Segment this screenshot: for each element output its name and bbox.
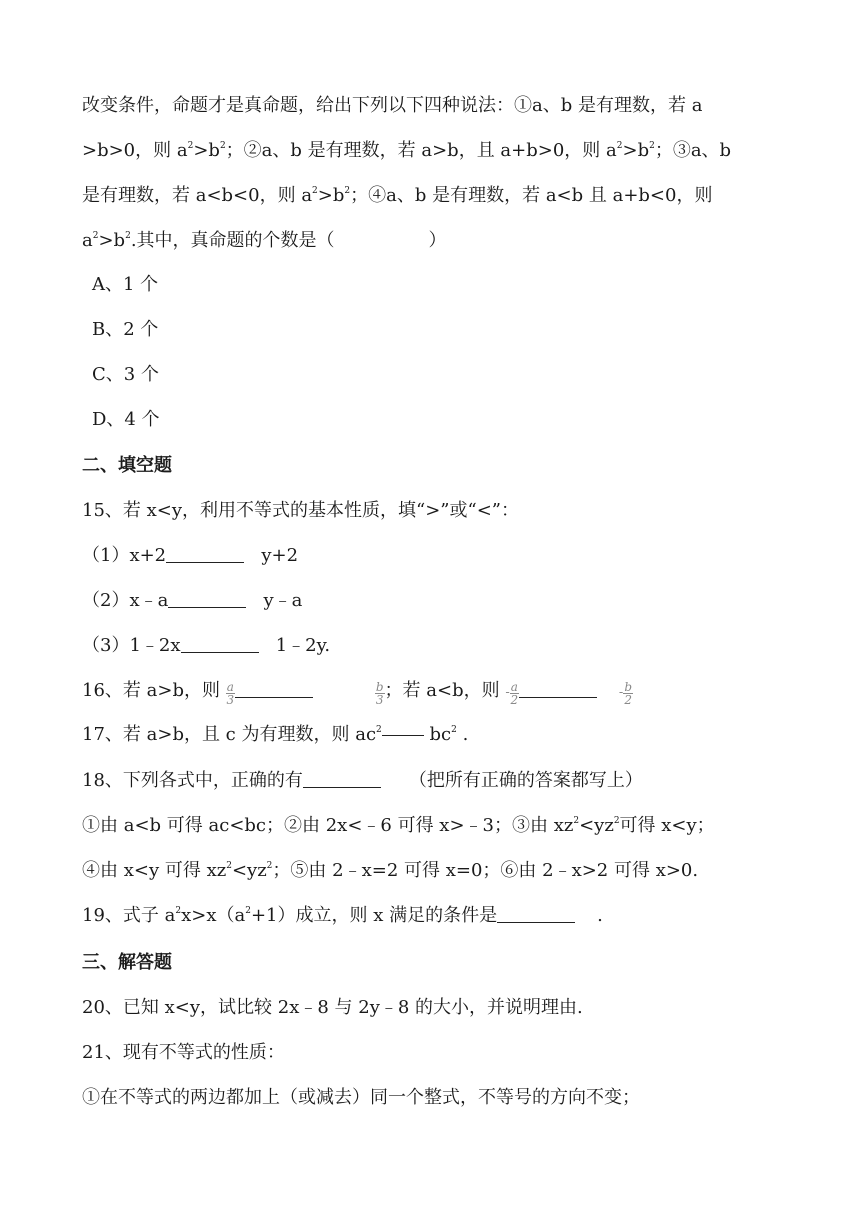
fraction-b-over-2: $\frac{b}{2}$: [624, 680, 632, 707]
question-21-stem: 21、现有不等式的性质：: [82, 1042, 285, 1063]
question-16: 16、若 a>b，则 $\frac{a}{3}$ $\frac{b}{3}$ ；若 a<b，则 - $\frac{a}{2}$ - $\frac{b}{2}$: [82, 680, 632, 707]
answer-blank[interactable]: [382, 725, 424, 736]
question-17: 17、若 a>b，且 c 为有理数，则 $ac^2$ $bc^2$ .: [82, 724, 469, 745]
question-20: 20、已知 x<y，试比较 2x﹣8 与 2y﹣8 的大小，并说明理由.: [82, 997, 583, 1018]
question-15-stem: 15、若 x<y，利用不等式的基本性质，填“>”或“<”：: [82, 500, 519, 521]
section-heading-answer: 三、解答题: [82, 952, 172, 973]
question-15-item-1: （1）x+2 y+2: [82, 545, 299, 566]
fraction-a-over-3: $\frac{a}{3}$: [226, 680, 235, 707]
option-b: B、2 个: [92, 319, 159, 340]
question-18-options-line-1: ①由 a<b 可得 ac<bc；②由 2x<﹣6 可得 x>﹣3；③由 $xz^2<yz^2$可得 x<y；: [82, 815, 715, 836]
question-14-line-4: $a^2>b^2$.其中，真命题的个数是（ ）: [82, 230, 447, 251]
question-18-stem: 18、下列各式中，正确的有 （把所有正确的答案都写上）: [82, 770, 643, 791]
question-21-property-1: ①在不等式的两边都加上（或减去）同一个整式，不等号的方向不变；: [82, 1087, 640, 1108]
question-14-line-2: >b>0，则 $a^2>b^2$；②a、b 是有理数，若 a>b，且 a+b>0，则 $a^2>b^2$；③a、b: [82, 140, 732, 161]
question-18-options-line-2: ④由 x<y 可得 $xz^2<yz^2$；⑤由 2﹣x=2 可得 x=0；⑥由 2﹣x>2 可得 x>0.: [82, 860, 699, 881]
question-14-line-1: 改变条件，命题才是真命题，给出下列以下四种说法：①a、b 是有理数，若 a: [82, 95, 703, 116]
answer-blank[interactable]: [497, 904, 575, 923]
answer-blank[interactable]: [519, 679, 597, 698]
option-a: A、1 个: [92, 274, 159, 295]
fraction-b-over-3: $\frac{b}{3}$: [375, 680, 384, 707]
fraction-a-over-2: $\frac{a}{2}$: [510, 680, 519, 707]
question-15-item-3: （3）1﹣2x 1﹣2y.: [82, 635, 331, 656]
answer-blank[interactable]: [168, 589, 246, 608]
question-19: 19、式子 $a^2x>x(a^2+1)$成立，则 x 满足的条件是 .: [82, 905, 603, 926]
option-c: C、3 个: [92, 364, 159, 385]
question-15-item-2: （2）x﹣a y﹣a: [82, 590, 303, 611]
answer-blank[interactable]: [303, 769, 381, 788]
answer-blank[interactable]: [181, 634, 259, 653]
answer-blank[interactable]: [235, 679, 313, 698]
option-d: D、4 个: [92, 409, 160, 430]
section-heading-fill-in: 二、填空题: [82, 455, 172, 476]
question-14-line-3: 是有理数，若 a<b<0，则 $a^2>b^2$；④a、b 是有理数，若 a<b 且 a+b<0，则: [82, 185, 713, 206]
answer-blank[interactable]: [166, 544, 244, 563]
